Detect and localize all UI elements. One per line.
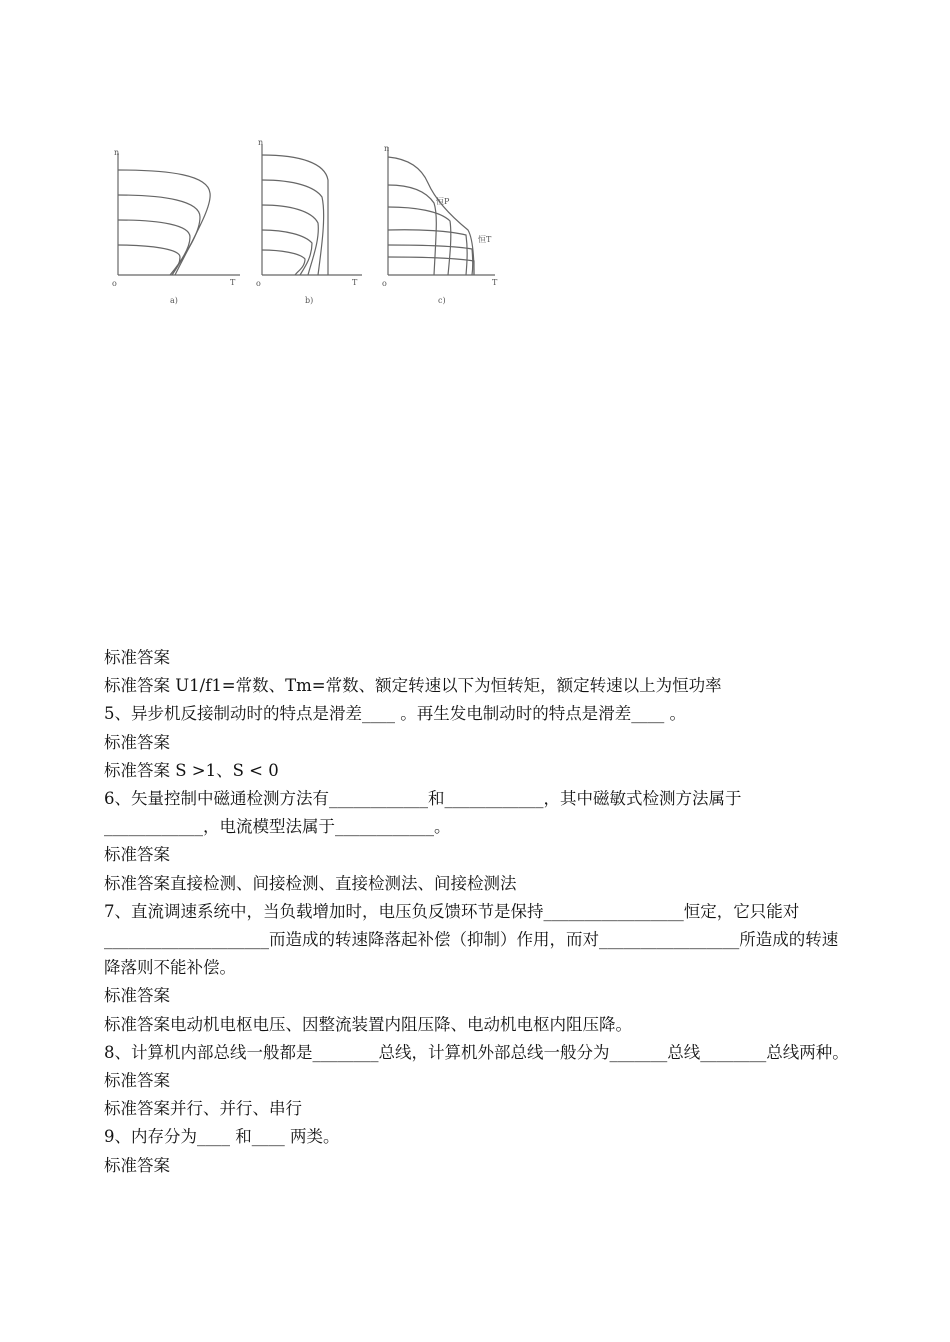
answer-text: 标准答案并行、并行、串行: [104, 1099, 302, 1119]
answer-heading: 标准答案: [104, 845, 170, 865]
panel-c-x-label: T: [492, 278, 498, 287]
panel-a-x-label: T: [230, 278, 236, 287]
panel-a-origin: o: [112, 279, 117, 288]
question-7: 7、直流调速系统中，当负载增加时，电压负反馈环节是保持_________________恒定，它只能对____________________而造成的转速降落起补偿（抑制）作用，而对_________________所造成的转速降落则不能补偿。: [104, 901, 839, 978]
panel-b-caption: b): [305, 296, 314, 305]
panel-b: [262, 145, 362, 275]
answer-text: 标准答案直接检测、间接检测、直接检测法、间接检测法: [104, 873, 517, 893]
question-5: 5、异步机反接制动时的特点是滑差____ 。再生发电制动时的特点是滑差____ 。: [104, 704, 686, 724]
answer-text: 标准答案电动机电枢电压、因整流装置内阻压降、电动机电枢内阻压降。: [104, 1014, 632, 1034]
answer-heading: 标准答案: [104, 986, 170, 1006]
answer-heading: 标准答案: [104, 1155, 170, 1175]
panel-b-origin: o: [256, 279, 261, 288]
answer-text: 标准答案 U1/f1=常数、Tm=常数、额定转速以下为恒转矩，额定转速以上为恒功率: [104, 676, 722, 696]
panel-c-origin: o: [382, 279, 387, 288]
panel-a-caption: a): [170, 296, 178, 305]
panel-c-annotation-constant-torque: 恒T: [478, 235, 492, 244]
panel-c-caption: c): [438, 296, 446, 305]
panel-b-x-label: T: [352, 278, 358, 287]
panel-c-y-label: n: [384, 144, 390, 153]
speed-torque-figure: [100, 125, 520, 315]
question-6: 6、矢量控制中磁通检测方法有____________和____________，其中磁敏式检测方法属于____________，电流模型法属于____________。: [104, 789, 742, 837]
answer-text: 标准答案 S >1、S < 0: [104, 760, 279, 780]
qa-text-body: [104, 644, 849, 1180]
panel-a-y-label: n: [114, 148, 120, 157]
panel-c: [388, 147, 495, 275]
question-8: 8、计算机内部总线一般都是________总线，计算机外部总线一般分为_______总线________总线两种。: [104, 1042, 849, 1062]
answer-heading: 标准答案: [104, 648, 170, 667]
question-9: 9、内存分为____ 和____ 两类。: [104, 1127, 340, 1147]
panel-a: [118, 153, 240, 275]
panel-b-y-label: n: [258, 138, 264, 147]
answer-heading: 标准答案: [104, 732, 170, 752]
panel-c-annotation-constant-power: 恒P: [436, 197, 450, 206]
answer-heading: 标准答案: [104, 1071, 170, 1091]
characteristic-curves-graphic: [100, 125, 520, 315]
